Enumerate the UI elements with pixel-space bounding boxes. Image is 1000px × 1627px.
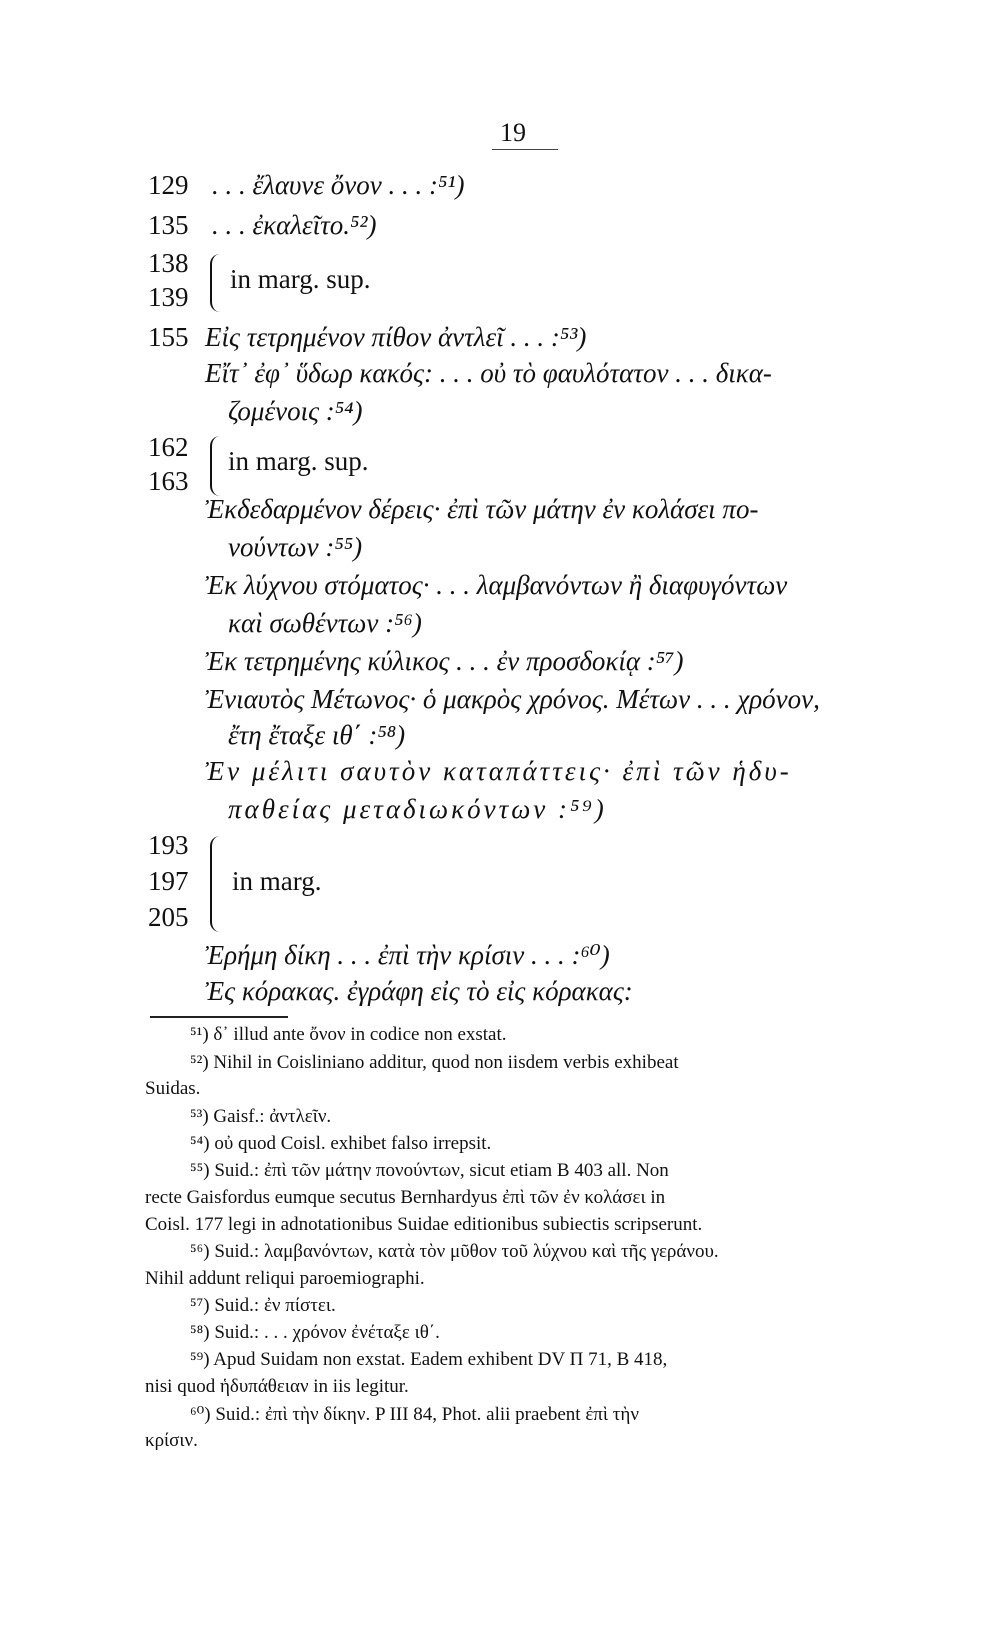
footnote-58: ⁵⁸) Suid.: . . . χρόνον ἐνέταξε ιθ΄.: [190, 1322, 440, 1343]
footnote-55-cont2: Coisl. 177 legi in adnotationibus Suidae editionibus subiectis scripserunt.: [145, 1214, 703, 1235]
entry-163-line5: Ἐκ τετρημένης κύλικος . . . ἐν προσδοκίᾳ :⁵⁷): [205, 646, 684, 676]
footnote-54: ⁵⁴) οὐ quod Coisl. exhibet falso irrepsit.: [190, 1133, 492, 1154]
footnote-separator: [150, 1016, 288, 1018]
line-number-138: 138: [148, 248, 189, 278]
entry-135: . . . ἐκαλεῖτο.⁵²): [212, 210, 377, 240]
entry-163-line7: ἔτη ἔταξε ιθ΄ :⁵⁸): [228, 720, 406, 750]
line-number-193: 193: [148, 830, 189, 860]
footnote-51: ⁵¹) δ᾽ illud ante ὄνον in codice non exstat.: [190, 1024, 507, 1045]
footnote-55-cont1: recte Gaisfordus eumque secutus Bernhardyus ἐπὶ τῶν ἐν κολάσει in: [145, 1187, 666, 1208]
entry-163-line8: Ἐν μέλιτι σαυτὸν καταπάττεις· ἐπὶ τῶν ἡδυ-: [205, 756, 792, 786]
entry-155-line2: Εἴτ᾽ ἐφ᾽ ὕδωρ κακός: . . . οὐ τὸ φαυλότατον . . . δικα-: [205, 358, 772, 388]
entry-129: . . . ἔλαυνε ὄνον . . . :⁵¹): [212, 170, 465, 200]
line-number-197: 197: [148, 866, 189, 896]
line-number-139: 139: [148, 282, 189, 312]
margin-note-3: in marg.: [232, 866, 322, 896]
brace-138-139: [210, 254, 220, 312]
footnote-60: ⁶⁰) Suid.: ἐπὶ τὴν δίκην. P III 84, Phot. alii praebent ἐπὶ τὴν: [190, 1404, 639, 1425]
page-number-rule: [492, 149, 558, 150]
line-number-155: 155: [148, 322, 189, 352]
entry-205-line2: Ἐς κόρακας. ἐγράφη εἰς τὸ εἰς κόρακας:: [205, 976, 633, 1006]
footnote-55: ⁵⁵) Suid.: ἐπὶ τῶν μάτην πονούντων, sicut etiam B 403 all. Non: [190, 1160, 669, 1181]
footnote-53: ⁵³) Gaisf.: ἀντλεῖν.: [190, 1106, 332, 1127]
entry-163-line6: Ἐνιαυτὸς Μέτωνος· ὁ μακρὸς χρόνος. Μέτων . . . χρόνον,: [205, 684, 820, 714]
entry-163-line2: νούντων :⁵⁵): [228, 532, 363, 562]
footnote-60-cont: κρίσιν.: [145, 1430, 198, 1451]
entry-163-line3: Ἐκ λύχνου στόματος· . . . λαμβανόντων ἢ διαφυγόντων: [205, 570, 788, 600]
brace-162-163: [210, 436, 220, 496]
entry-163-line1: Ἐκδεδαρμένον δέρεις· ἐπὶ τῶν μάτην ἐν κολάσει πο-: [205, 494, 759, 524]
footnote-56: ⁵⁶) Suid.: λαμβανόντων, κατὰ τὸν μῦθον τοῦ λύχνου καὶ τῆς γεράνου.: [190, 1241, 719, 1262]
footnote-52-cont: Suidas.: [145, 1078, 201, 1099]
brace-193-205: [210, 836, 220, 932]
page-number: 19: [500, 118, 526, 147]
margin-note-2: in marg. sup.: [228, 446, 369, 476]
line-number-163: 163: [148, 466, 189, 496]
entry-163-line4: καὶ σωθέντων :⁵⁶): [228, 608, 422, 638]
footnote-59: ⁵⁹) Apud Suidam non exstat. Eadem exhibent DV Π 71, B 418,: [190, 1349, 668, 1370]
line-number-135: 135: [148, 210, 189, 240]
margin-note-1: in marg. sup.: [230, 264, 371, 294]
footnote-52: ⁵²) Nihil in Coisliniano additur, quod non iisdem verbis exhibeat: [190, 1052, 679, 1073]
line-number-129: 129: [148, 170, 189, 200]
entry-205-line1: Ἐρήμη δίκη . . . ἐπὶ τὴν κρίσιν . . . :⁶⁰): [205, 940, 610, 970]
entry-163-line9: παθείας μεταδιωκόντων :⁵⁹): [228, 794, 607, 824]
footnote-59-cont: nisi quod ἡδυπάθειαν in iis legitur.: [145, 1376, 409, 1397]
footnote-57: ⁵⁷) Suid.: ἐν πίστει.: [190, 1295, 336, 1316]
line-number-162: 162: [148, 432, 189, 462]
entry-155-line3: ζομένοις :⁵⁴): [228, 396, 363, 426]
line-number-205: 205: [148, 902, 189, 932]
entry-155: Εἰς τετρημένον πίθον ἀντλεῖ . . . :⁵³): [205, 322, 587, 352]
footnote-56-cont: Nihil addunt reliqui paroemiographi.: [145, 1268, 425, 1289]
